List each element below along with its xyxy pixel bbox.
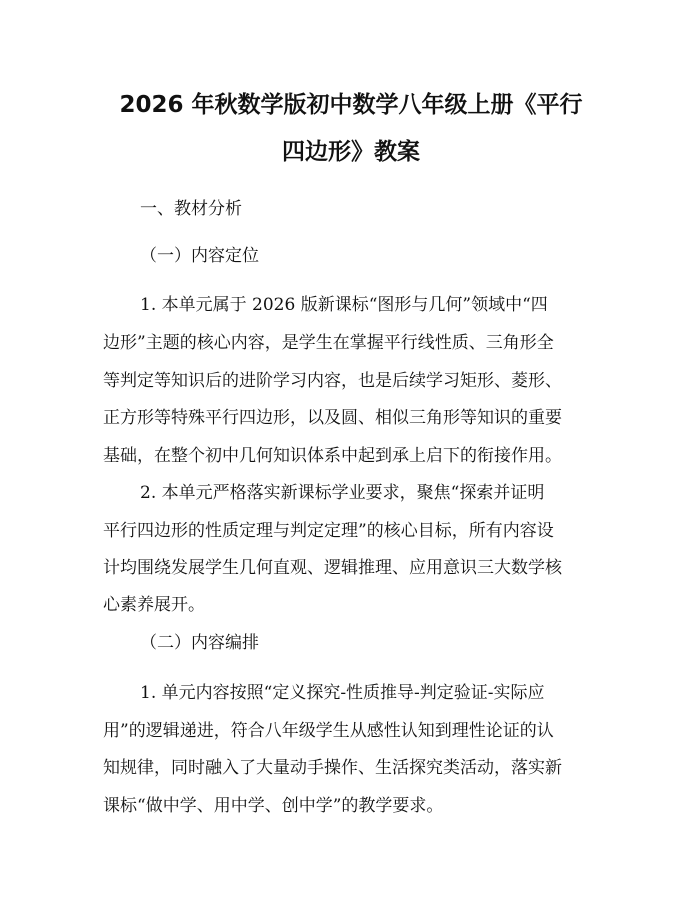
paragraph-line: 1. 本单元属于 2026 版新课标“图形与几何”领域中“四 <box>140 295 548 315</box>
paragraph-line: 等判定等知识后的进阶学习内容，也是后续学习矩形、菱形、 <box>103 371 562 391</box>
paragraph-line: 2. 本单元严格落实新课标学业要求，聚焦“探索并证明 <box>140 483 545 503</box>
paragraph-line: 正方形等特殊平行四边形，以及圆、相似三角形等知识的重要 <box>103 408 562 428</box>
document-title-line-1: 2026 年秋数学版初中数学八年级上册《平行 <box>119 92 583 118</box>
subsection-heading-content-positioning: （一）内容定位 <box>140 246 259 266</box>
paragraph-line: 课标“做中学、用中学、创中学”的教学要求。 <box>103 796 444 816</box>
document-title-line-2: 四边形》教案 <box>282 139 420 165</box>
paragraph-line: 基础，在整个初中几何知识体系中起到承上启下的衔接作用。 <box>103 446 562 466</box>
paragraph-line: 用”的逻辑递进，符合八年级学生从感性认知到理性论证的认 <box>103 721 554 741</box>
section-heading-textbook-analysis: 一、教材分析 <box>140 199 242 219</box>
paragraph-line: 计均围绕发展学生几何直观、逻辑推理、应用意识三大数学核 <box>103 558 562 578</box>
paragraph-line: 知规律，同时融入了大量动手操作、生活探究类活动，落实新 <box>103 758 562 778</box>
subsection-heading-content-arrangement: （二）内容编排 <box>140 633 259 653</box>
paragraph-line: 边形”主题的核心内容，是学生在掌握平行线性质、三角形全 <box>103 333 554 353</box>
paragraph-line: 心素养展开。 <box>103 595 205 615</box>
paragraph-line: 平行四边形的性质定理与判定定理”的核心目标，所有内容设 <box>103 521 554 541</box>
paragraph-line: 1. 单元内容按照“定义探究-性质推导-判定验证-实际应 <box>140 683 545 703</box>
